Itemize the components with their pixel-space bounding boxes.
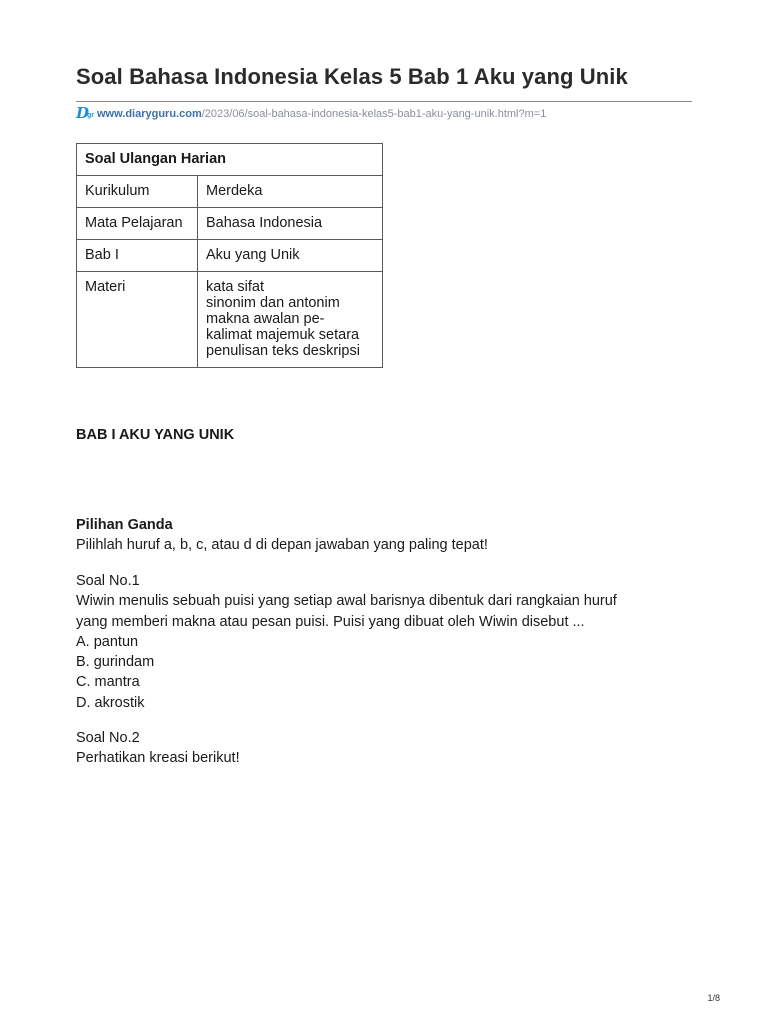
soal-1-block (76, 571, 706, 713)
soal-1-question-line: yang memberi makna atau pesan puisi. Puisi yang dibuat oleh Wiwin disebut ... (76, 613, 585, 630)
soal-1-option-b: B. gurindam (76, 654, 155, 671)
soal-2-label: Soal No.2 (76, 730, 140, 746)
table-value-kurikulum: Merdeka (198, 176, 383, 208)
source-line (76, 104, 547, 122)
table-row (77, 240, 383, 272)
source-path-link[interactable]: /2023/06/soal-bahasa-indonesia-kelas5-bab1-aku-yang-unik.html?m=1 (201, 108, 547, 120)
soal-1-option-d: D. akrostik (76, 694, 145, 711)
page-number: 1/8 (707, 993, 720, 1003)
table-label-mata-pelajaran: Mata Pelajaran (77, 208, 198, 240)
table-row (77, 176, 383, 208)
table-header: Soal Ulangan Harian (77, 144, 383, 176)
soal-1-label: Soal No.1 (76, 573, 140, 589)
section-heading: BAB I AKU YANG UNIK (76, 427, 235, 443)
pilihan-ganda-instruction: Pilihlah huruf a, b, c, atau d di depan jawaban yang paling tepat! (76, 537, 488, 554)
soal-1-option-c: C. mantra (76, 674, 140, 691)
materi-item: kalimat majemuk setara (206, 327, 360, 343)
table-row (77, 272, 383, 368)
table-header-row (77, 144, 383, 176)
materi-item: makna awalan pe- (206, 311, 325, 327)
table-row (77, 208, 383, 240)
table-label-bab: Bab I (77, 240, 198, 272)
table-label-kurikulum: Kurikulum (77, 176, 198, 208)
materi-item: kata sifat (206, 279, 265, 295)
pilihan-ganda-heading: Pilihan Ganda (76, 517, 173, 533)
table-value-bab: Aku yang Unik (198, 240, 383, 272)
soal-2-question: Perhatikan kreasi berikut! (76, 750, 240, 767)
table-label-materi: Materi (77, 272, 198, 368)
page-title: Soal Bahasa Indonesia Kelas 5 Bab 1 Aku yang Unik (76, 64, 628, 89)
soal-2-block (76, 728, 706, 769)
soal-1-question-line: Wiwin menulis sebuah puisi yang setiap awal barisnya dibentuk dari rangkaian huruf (76, 593, 617, 610)
soal-1-option-a: A. pantun (76, 633, 139, 650)
source-domain-link[interactable]: www.diaryguru.com (97, 108, 202, 120)
table-value-mata-pelajaran: Bahasa Indonesia (198, 208, 383, 240)
title-divider (76, 101, 692, 102)
pilihan-ganda-block (76, 515, 706, 556)
diaryguru-logo-icon: D gr (76, 104, 94, 122)
info-table (76, 143, 383, 368)
table-value-materi (198, 272, 383, 368)
materi-item: penulisan teks deskripsi (206, 343, 360, 359)
materi-item: sinonim dan antonim (206, 295, 340, 311)
